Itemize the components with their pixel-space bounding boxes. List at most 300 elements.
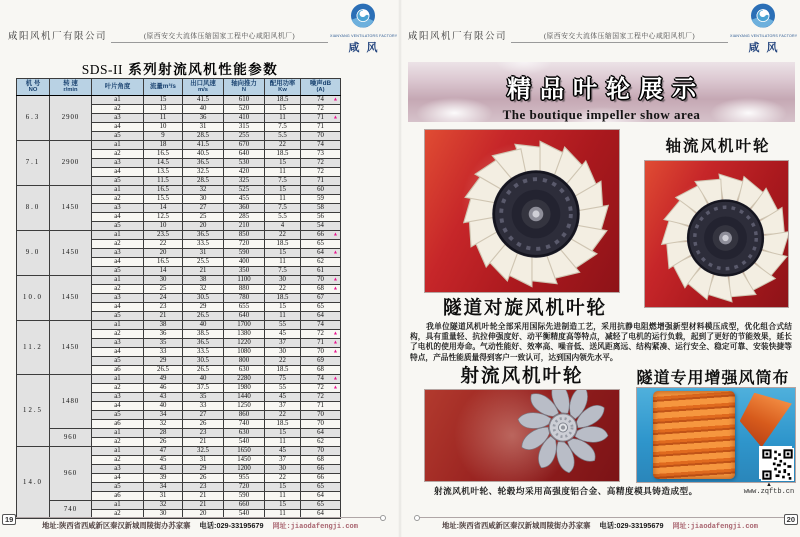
- power-cell: 7.5: [265, 203, 301, 212]
- impeller-white-blades-icon: [645, 161, 788, 307]
- noise-cell: 68: [301, 365, 341, 374]
- power-cell: 37: [265, 455, 301, 464]
- power-cell: 11: [265, 194, 301, 203]
- noise-cell: 68 ▲: [301, 284, 341, 293]
- noise-cell: 71: [301, 122, 341, 131]
- noise-cell: 64 ▲: [301, 248, 341, 257]
- table-row: [17, 140, 341, 149]
- logo-chinese-text: 咸风: [348, 42, 385, 54]
- thrust-cell: 610: [224, 95, 265, 104]
- flow-cell: 46: [144, 383, 183, 392]
- fan-performance-table: [16, 78, 341, 519]
- outlet-speed-cell: 36.5: [183, 158, 224, 167]
- thrust-cell: 740: [224, 419, 265, 428]
- highlight-triangle-icon: ▲: [332, 249, 338, 256]
- thrust-cell: 655: [224, 302, 265, 311]
- thrust-cell: 360: [224, 203, 265, 212]
- blade-angle-cell: a4: [92, 122, 144, 131]
- flow-cell: 11: [144, 113, 183, 122]
- power-cell: 22: [265, 230, 301, 239]
- highlight-triangle-icon: ▲: [332, 348, 338, 355]
- catalog-page-right: [400, 0, 800, 537]
- column-header: 出口风速 m/s: [183, 79, 224, 96]
- blade-angle-cell: a1: [92, 275, 144, 284]
- flow-cell: 31: [144, 491, 183, 500]
- highlight-triangle-icon: ▲: [332, 375, 338, 382]
- noise-cell: 69: [301, 356, 341, 365]
- noise-cell: 72 ▲: [301, 383, 341, 392]
- noise-cell: 65: [301, 302, 341, 311]
- thrust-cell: 1380: [224, 329, 265, 338]
- noise-cell: 58: [301, 203, 341, 212]
- power-cell: 18.5: [265, 149, 301, 158]
- noise-cell: 71: [301, 176, 341, 185]
- jet-impeller-label: 射流风机叶轮: [460, 365, 584, 386]
- blade-angle-cell: a1: [92, 95, 144, 104]
- outlet-speed-cell: 21: [183, 437, 224, 446]
- outlet-speed-cell: 23: [183, 428, 224, 437]
- impeller-metal-blades-icon: [425, 390, 619, 481]
- duct-cloth-photo: [637, 388, 795, 482]
- column-header: 噪声dB (A): [301, 79, 341, 96]
- flow-cell: 49: [144, 374, 183, 383]
- outlet-speed-cell: 32.5: [183, 167, 224, 176]
- blade-angle-cell: a2: [92, 437, 144, 446]
- power-cell: 22: [265, 140, 301, 149]
- thrust-cell: 525: [224, 185, 265, 194]
- blade-angle-cell: a4: [92, 473, 144, 482]
- table-header-row: [17, 79, 341, 96]
- flow-cell: 14: [144, 266, 183, 275]
- flow-cell: 26: [144, 437, 183, 446]
- column-header: 流量m³/s: [144, 79, 183, 96]
- flow-cell: 34: [144, 482, 183, 491]
- blade-angle-cell: a3: [92, 338, 144, 347]
- power-cell: 18.5: [265, 365, 301, 374]
- noise-cell: 64: [301, 428, 341, 437]
- flow-cell: 29: [144, 356, 183, 365]
- blade-angle-cell: a4: [92, 212, 144, 221]
- blade-angle-cell: a4: [92, 257, 144, 266]
- table-row: [17, 500, 341, 509]
- outlet-speed-cell: 21: [183, 491, 224, 500]
- noise-cell: 66 ▲: [301, 230, 341, 239]
- outlet-speed-cell: 32.5: [183, 446, 224, 455]
- axial-impeller-photo: [645, 161, 788, 307]
- noise-cell: 70: [301, 419, 341, 428]
- column-header: 叶片角度: [92, 79, 144, 96]
- thrust-cell: 1700: [224, 320, 265, 329]
- flow-cell: 25: [144, 284, 183, 293]
- table-row: [17, 95, 341, 104]
- outlet-speed-cell: 26.5: [183, 365, 224, 374]
- flow-cell: 10: [144, 122, 183, 131]
- thrust-cell: 540: [224, 509, 265, 518]
- power-cell: 11: [265, 113, 301, 122]
- blade-angle-cell: a5: [92, 131, 144, 140]
- highlight-triangle-icon: ▲: [332, 330, 338, 337]
- blade-angle-cell: a5: [92, 410, 144, 419]
- noise-cell: 64: [301, 311, 341, 320]
- noise-cell: 71 ▲: [301, 113, 341, 122]
- flow-cell: 35: [144, 338, 183, 347]
- flow-cell: 26.5: [144, 365, 183, 374]
- flow-cell: 14: [144, 203, 183, 212]
- blade-angle-cell: a5: [92, 482, 144, 491]
- duct-cone: [740, 393, 792, 448]
- footer-website-link[interactable]: 网址:jiaodafengji.com: [672, 523, 758, 531]
- outlet-speed-cell: 27: [183, 203, 224, 212]
- flow-cell: 30: [144, 509, 183, 518]
- blade-angle-cell: a1: [92, 185, 144, 194]
- company-logo: [730, 2, 796, 55]
- outlet-speed-cell: 26: [183, 473, 224, 482]
- company-subtitle: (原西安交大流体压缩国家工程中心咸阳风机厂): [111, 30, 328, 43]
- outlet-speed-cell: 21: [183, 500, 224, 509]
- footer-phone: 电话:029-33195679: [599, 521, 664, 530]
- power-cell: 45: [265, 392, 301, 401]
- thrust-cell: 590: [224, 248, 265, 257]
- flow-cell: 20: [144, 248, 183, 257]
- banner-title: 精品叶轮展示: [507, 76, 705, 103]
- noise-cell: 74 ▲: [301, 374, 341, 383]
- counter-rotating-impeller-label: 隧道对旋风机叶轮: [442, 297, 607, 318]
- company-name: 咸阳风机厂有限公司: [408, 32, 508, 42]
- qr-url-text[interactable]: www.zqftb.cn: [743, 488, 795, 496]
- power-cell: 37: [265, 401, 301, 410]
- flow-cell: 13.5: [144, 167, 183, 176]
- blade-angle-cell: a4: [92, 401, 144, 410]
- flow-cell: 22: [144, 239, 183, 248]
- page-header: [8, 28, 328, 43]
- thrust-cell: 800: [224, 356, 265, 365]
- outlet-speed-cell: 32: [183, 284, 224, 293]
- thrust-cell: 670: [224, 140, 265, 149]
- power-cell: 37: [265, 338, 301, 347]
- power-cell: 7.5: [265, 122, 301, 131]
- flow-cell: 32: [144, 500, 183, 509]
- thrust-cell: 640: [224, 149, 265, 158]
- blade-angle-cell: a3: [92, 464, 144, 473]
- flow-cell: 18: [144, 140, 183, 149]
- blade-angle-cell: a6: [92, 365, 144, 374]
- thrust-cell: 1080: [224, 347, 265, 356]
- highlight-triangle-icon: ▲: [332, 384, 338, 391]
- power-cell: 15: [265, 104, 301, 113]
- table-row: [17, 428, 341, 437]
- fan-size-cell: 9.0: [17, 230, 50, 275]
- noise-cell: 74 ▲: [301, 95, 341, 104]
- blade-angle-cell: a4: [92, 302, 144, 311]
- flow-cell: 30: [144, 275, 183, 284]
- rpm-cell: 1450: [50, 275, 92, 320]
- noise-cell: 65: [301, 482, 341, 491]
- thrust-cell: 420: [224, 167, 265, 176]
- thrust-cell: 315: [224, 122, 265, 131]
- outlet-speed-cell: 37.5: [183, 383, 224, 392]
- rpm-cell: 1450: [50, 185, 92, 230]
- noise-cell: 62: [301, 257, 341, 266]
- blade-angle-cell: a6: [92, 419, 144, 428]
- rpm-cell: 1450: [50, 320, 92, 374]
- power-cell: 11: [265, 509, 301, 518]
- noise-cell: 71 ▲: [301, 338, 341, 347]
- outlet-speed-cell: 28.5: [183, 176, 224, 185]
- blade-angle-cell: a4: [92, 167, 144, 176]
- flow-cell: 23: [144, 302, 183, 311]
- impeller-description-paragraph: 我单位隧道风机叶轮全部采用国际先进制造工艺，采用抗静电阻燃增强新型材料模压成型，优化组合式结构，具有重量轻、抗拉伸强度好、动平衡精度高等特点，减轻了电机的运行负载，起到了更好的节能效果，延长了电机的使用寿命。气动性能好、效率高、噪音低、送风距离远、结构紧凑、运行安全、稳定可靠、安装快捷等特点，产品性能质量得到客户一致认可，达到国内领先水平。: [410, 322, 792, 362]
- flow-cell: 16.5: [144, 149, 183, 158]
- noise-cell: 68: [301, 455, 341, 464]
- blade-angle-cell: a1: [92, 428, 144, 437]
- power-cell: 18.5: [265, 239, 301, 248]
- folded-duct-fabric: [653, 391, 735, 479]
- jet-impeller-photo: [425, 390, 619, 481]
- blade-angle-cell: a2: [92, 194, 144, 203]
- outlet-speed-cell: 36: [183, 113, 224, 122]
- blade-angle-cell: a2: [92, 509, 144, 518]
- power-cell: 15: [265, 158, 301, 167]
- power-cell: 4: [265, 221, 301, 230]
- outlet-speed-cell: 40: [183, 374, 224, 383]
- company-logo: [330, 2, 396, 55]
- noise-cell: 72: [301, 104, 341, 113]
- axial-impeller-label: 轴流风机叶轮: [665, 138, 771, 155]
- blade-angle-cell: a2: [92, 149, 144, 158]
- power-cell: 15: [265, 302, 301, 311]
- noise-cell: 70: [301, 131, 341, 140]
- column-header: 轴向推力 N: [224, 79, 265, 96]
- blade-angle-cell: a5: [92, 221, 144, 230]
- noise-cell: 65: [301, 239, 341, 248]
- outlet-speed-cell: 31: [183, 248, 224, 257]
- thrust-cell: 640: [224, 311, 265, 320]
- blade-angle-cell: a3: [92, 113, 144, 122]
- power-cell: 7.5: [265, 176, 301, 185]
- fan-size-cell: 6.3: [17, 95, 50, 140]
- power-cell: 11: [265, 167, 301, 176]
- thrust-cell: 1220: [224, 338, 265, 347]
- company-name: 咸阳风机厂有限公司: [8, 32, 108, 42]
- blade-angle-cell: a1: [92, 320, 144, 329]
- flow-cell: 43: [144, 464, 183, 473]
- flow-cell: 16.5: [144, 257, 183, 266]
- power-cell: 22: [265, 356, 301, 365]
- outlet-speed-cell: 30.5: [183, 293, 224, 302]
- noise-cell: 74: [301, 140, 341, 149]
- qr-code-icon: [759, 446, 792, 479]
- outlet-speed-cell: 30.5: [183, 356, 224, 365]
- outlet-speed-cell: 23: [183, 482, 224, 491]
- power-cell: 22: [265, 284, 301, 293]
- counter-rotating-impeller-photo: [425, 130, 619, 292]
- thrust-cell: 590: [224, 491, 265, 500]
- power-cell: 75: [265, 374, 301, 383]
- power-cell: 45: [265, 329, 301, 338]
- table-row: [17, 275, 341, 284]
- logo-chinese-text: 咸风: [748, 42, 785, 54]
- blade-angle-cell: a3: [92, 248, 144, 257]
- power-cell: 15: [265, 482, 301, 491]
- noise-cell: 60: [301, 185, 341, 194]
- flow-cell: 16.5: [144, 185, 183, 194]
- flow-cell: 11.5: [144, 176, 183, 185]
- logo-english-text: XIANYANG VENTILATORS FACTORY: [730, 34, 798, 38]
- thrust-cell: 210: [224, 221, 265, 230]
- table-row: [17, 320, 341, 329]
- highlight-triangle-icon: ▲: [332, 114, 338, 121]
- outlet-speed-cell: 36.5: [183, 230, 224, 239]
- rpm-cell: 740: [50, 500, 92, 518]
- blade-angle-cell: a5: [92, 356, 144, 365]
- noise-cell: 72: [301, 158, 341, 167]
- outlet-speed-cell: 26: [183, 419, 224, 428]
- blade-angle-cell: a2: [92, 329, 144, 338]
- flow-cell: 36: [144, 329, 183, 338]
- blade-angle-cell: a1: [92, 374, 144, 383]
- thrust-cell: 400: [224, 257, 265, 266]
- outlet-speed-cell: 35: [183, 392, 224, 401]
- noise-cell: 70 ▲: [301, 347, 341, 356]
- blade-angle-cell: a2: [92, 104, 144, 113]
- table-title: [0, 58, 360, 78]
- blade-angle-cell: a3: [92, 392, 144, 401]
- outlet-speed-cell: 31: [183, 122, 224, 131]
- column-header: 机 号 NO: [17, 79, 50, 96]
- outlet-speed-cell: 41.5: [183, 95, 224, 104]
- outlet-speed-cell: 29: [183, 302, 224, 311]
- noise-cell: 70: [301, 410, 341, 419]
- rpm-cell: 2900: [50, 140, 92, 185]
- thrust-cell: 1200: [224, 464, 265, 473]
- thrust-cell: 530: [224, 158, 265, 167]
- power-cell: 5.5: [265, 131, 301, 140]
- noise-cell: 72 ▲: [301, 329, 341, 338]
- power-cell: 18.5: [265, 293, 301, 302]
- fan-size-cell: 7.1: [17, 140, 50, 185]
- banner-subtitle: The boutique impeller show area: [502, 107, 701, 122]
- outlet-speed-cell: 40: [183, 320, 224, 329]
- table-row: [17, 185, 341, 194]
- outlet-speed-cell: 30: [183, 194, 224, 203]
- thrust-cell: 1250: [224, 401, 265, 410]
- blade-angle-cell: a1: [92, 446, 144, 455]
- power-cell: 18.5: [265, 95, 301, 104]
- highlight-triangle-icon: ▲: [332, 285, 338, 292]
- table-row: [17, 230, 341, 239]
- noise-cell: 64: [301, 491, 341, 500]
- thrust-cell: 1650: [224, 446, 265, 455]
- noise-cell: 71: [301, 401, 341, 410]
- duct-cloth-label: 隧道专用增强风筒布: [636, 370, 790, 387]
- page-footer: [16, 517, 384, 531]
- rpm-cell: 1450: [50, 230, 92, 275]
- page-number-badge: 19: [2, 514, 16, 526]
- thrust-cell: 2280: [224, 374, 265, 383]
- noise-cell: 61: [301, 266, 341, 275]
- page-footer: [416, 517, 784, 531]
- thrust-cell: 1450: [224, 455, 265, 464]
- qr-pointer-icon: ▲: [766, 482, 772, 488]
- flow-cell: 23.5: [144, 230, 183, 239]
- rpm-cell: 2900: [50, 95, 92, 140]
- power-cell: 15: [265, 500, 301, 509]
- power-cell: 11: [265, 437, 301, 446]
- outlet-speed-cell: 33.5: [183, 239, 224, 248]
- flow-cell: 32: [144, 419, 183, 428]
- footer-website-link[interactable]: 网址:jiaodafengji.com: [272, 523, 358, 531]
- jet-impeller-caption: 射流风机叶轮、轮毂均采用高强度铝合金、高精度模具铸造成型。: [434, 486, 698, 496]
- rpm-cell: 1480: [50, 374, 92, 428]
- power-cell: 18.5: [265, 419, 301, 428]
- outlet-speed-cell: 36.5: [183, 338, 224, 347]
- flow-cell: 12.5: [144, 212, 183, 221]
- outlet-speed-cell: 25: [183, 212, 224, 221]
- noise-cell: 62: [301, 437, 341, 446]
- flow-cell: 34: [144, 410, 183, 419]
- power-cell: 30: [265, 347, 301, 356]
- logo-english-text: XIANYANG VENTILATORS FACTORY: [330, 34, 398, 38]
- noise-cell: 59: [301, 194, 341, 203]
- flow-cell: 43: [144, 392, 183, 401]
- power-cell: 15: [265, 185, 301, 194]
- noise-cell: 72: [301, 167, 341, 176]
- blade-angle-cell: a1: [92, 500, 144, 509]
- table-row: [17, 374, 341, 383]
- flow-cell: 15.5: [144, 194, 183, 203]
- thrust-cell: 660: [224, 500, 265, 509]
- rpm-cell: 960: [50, 446, 92, 500]
- blade-angle-cell: a2: [92, 455, 144, 464]
- thrust-cell: 850: [224, 230, 265, 239]
- outlet-speed-cell: 25.5: [183, 257, 224, 266]
- flow-cell: 13: [144, 104, 183, 113]
- highlight-triangle-icon: ▲: [332, 339, 338, 346]
- thrust-cell: 350: [224, 266, 265, 275]
- thrust-cell: 880: [224, 284, 265, 293]
- noise-cell: 70 ▲: [301, 275, 341, 284]
- fan-swirl-logo-icon: [730, 2, 796, 34]
- fan-size-cell: 11.2: [17, 320, 50, 374]
- fan-size-cell: 12.5: [17, 374, 50, 446]
- thrust-cell: 455: [224, 194, 265, 203]
- outlet-speed-cell: 40: [183, 104, 224, 113]
- blade-angle-cell: a5: [92, 266, 144, 275]
- impeller-white-blades-icon: [425, 130, 619, 292]
- blade-angle-cell: a5: [92, 311, 144, 320]
- fan-size-cell: 14.0: [17, 446, 50, 518]
- flow-cell: 38: [144, 320, 183, 329]
- outlet-speed-cell: 41.5: [183, 140, 224, 149]
- blade-angle-cell: a3: [92, 158, 144, 167]
- flow-cell: 14.5: [144, 158, 183, 167]
- noise-cell: 67: [301, 293, 341, 302]
- outlet-speed-cell: 33.5: [183, 347, 224, 356]
- power-cell: 11: [265, 257, 301, 266]
- highlight-triangle-icon: ▲: [332, 276, 338, 283]
- outlet-speed-cell: 31: [183, 455, 224, 464]
- flow-cell: 45: [144, 455, 183, 464]
- power-cell: 7.5: [265, 266, 301, 275]
- power-cell: 15: [265, 248, 301, 257]
- flow-cell: 40: [144, 401, 183, 410]
- thrust-cell: 255: [224, 131, 265, 140]
- thrust-cell: 955: [224, 473, 265, 482]
- flow-cell: 33: [144, 347, 183, 356]
- table-row: [17, 446, 341, 455]
- blade-angle-cell: a5: [92, 176, 144, 185]
- flow-cell: 39: [144, 473, 183, 482]
